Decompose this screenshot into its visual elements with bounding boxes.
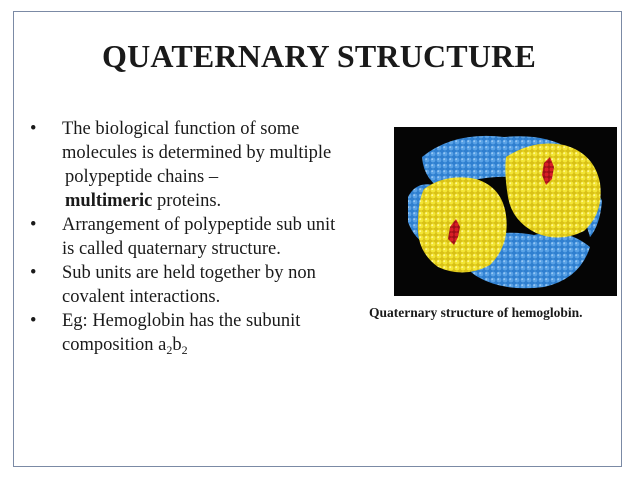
bullet-4-line-1: Eg: Hemoglobin has the subunit (62, 311, 301, 331)
hemoglobin-molecule-illustration (394, 127, 617, 296)
bullet-4-line-2 (62, 333, 380, 362)
bullet-dot: • (30, 263, 37, 283)
bullet-dot: • (30, 215, 37, 235)
bullet-1-line-3: polypeptide chains – (65, 167, 219, 187)
bullet-item-4 (30, 309, 380, 362)
figure-caption: Quaternary structure of hemoglobin. (369, 305, 583, 320)
bullet-item-3 (30, 261, 380, 309)
bullet-2-line-1: Arrangement of polypeptide sub unit (62, 215, 336, 235)
bullet-3-line-2: covalent interactions. (62, 287, 221, 307)
multimeric-term: multimeric (65, 191, 153, 211)
bullet-3-line-1: Sub units are held together by non (62, 263, 316, 283)
bullet-2-line-2: is called quaternary structure. (62, 239, 281, 259)
composition-prefix: composition a (62, 335, 167, 355)
slide-title: QUATERNARY STRUCTURE (101, 38, 537, 74)
bullet-item-2 (30, 213, 380, 261)
composition-b: b (172, 335, 182, 355)
bullet-1-line-4 (62, 189, 380, 213)
bullet-dot: • (30, 119, 37, 139)
bullet-1-line-2: molecules is determined by multiple (62, 143, 332, 163)
yellow-subunit-right (505, 144, 600, 238)
bullet-list (30, 117, 380, 362)
subscript-beta-count: 2 (181, 343, 188, 357)
subscript-alpha-count: 2 (166, 343, 173, 357)
bullet-1-line-1: The biological function of some (62, 119, 300, 139)
bullet-item-1 (30, 117, 380, 213)
bullet-1-line-4-rest: proteins. (152, 191, 222, 211)
bullet-dot: • (30, 311, 37, 331)
hemoglobin-image (394, 127, 617, 296)
yellow-subunit-left (418, 177, 507, 272)
